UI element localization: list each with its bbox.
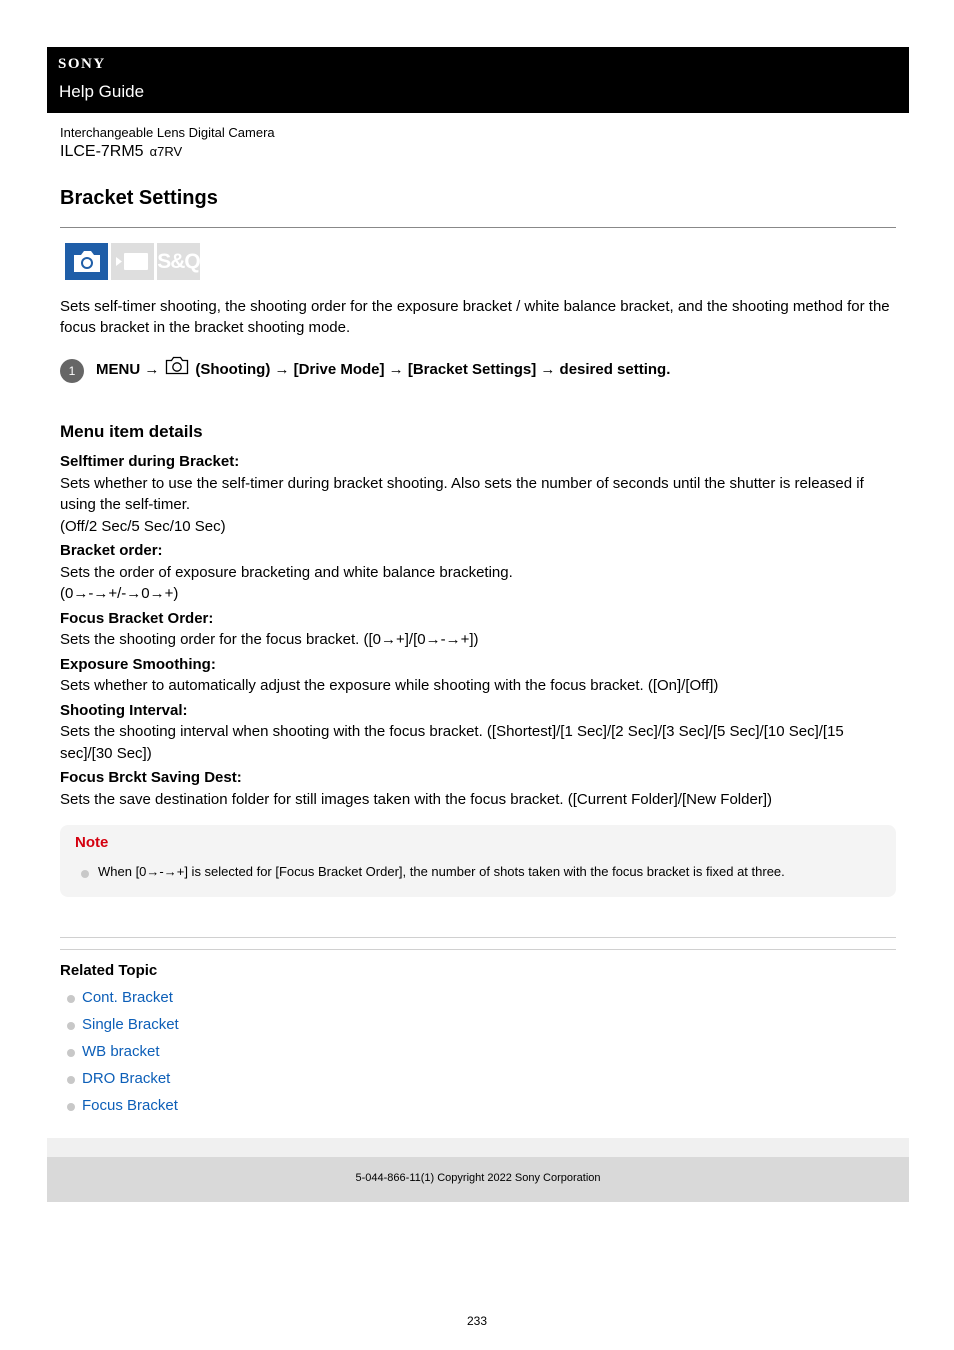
list-item <box>67 1041 179 1068</box>
item-description: Sets whether to use the self-timer during bracket shooting. Also sets the number of seconds until the shutter is released if using the self-timer. <box>60 474 864 513</box>
related-topic-list <box>67 987 179 1122</box>
item-description: Sets the shooting interval when shooting with the focus bracket. ([Shortest]/[1 Sec]/[2 Sec]/[3 Sec]/[5 Sec]/[10 Sec]/[15 sec]/[30 Sec]) <box>60 723 844 762</box>
step-number: 1 <box>60 359 84 383</box>
bullet-icon <box>67 1103 75 1111</box>
note-text: When [0→-→+] is selected for [Focus Bracket Order], the number of shots taken with the focus bracket is fixed at three. <box>98 864 785 879</box>
item-label: Shooting Interval: <box>60 701 188 719</box>
menu-item-details-title: Menu item details <box>60 422 203 441</box>
item-description: Sets the save destination folder for still images taken with the focus bracket. ([Current Folder]/[New Folder]) <box>60 790 772 808</box>
sq-mode-icon: S&Q <box>157 243 200 280</box>
model-name <box>60 143 182 161</box>
item-description: Sets whether to automatically adjust the exposure while shooting with the focus bracket. ([On]/[Off]) <box>60 677 719 694</box>
bullet-icon <box>67 995 75 1003</box>
bullet-icon <box>67 1049 75 1057</box>
item-label: Selftimer during Bracket: <box>60 453 240 470</box>
help-guide-title: Help Guide <box>59 82 145 101</box>
step-menu: MENU → <box>96 360 160 378</box>
camera-icon <box>65 243 108 280</box>
section-divider <box>60 937 896 938</box>
item-description: Sets the order of exposure bracketing and white balance bracketing. <box>60 563 513 581</box>
model-number: ILCE-7RM5 <box>60 143 144 160</box>
related-link-dro-bracket[interactable]: DRO Bracket <box>82 1070 171 1087</box>
item-label: Bracket order: <box>60 542 163 559</box>
bullet-icon <box>81 870 89 878</box>
related-link-cont-bracket[interactable]: Cont. Bracket <box>82 989 173 1006</box>
page-title: Bracket Settings <box>60 187 218 209</box>
bullet-icon <box>67 1022 75 1030</box>
sony-logo: SONY <box>58 56 106 72</box>
related-topic-title: Related Topic <box>60 962 158 979</box>
header-bar <box>47 47 909 113</box>
list-item <box>67 1095 179 1122</box>
item-values: (Off/2 Sec/5 Sec/10 Sec) <box>60 517 226 535</box>
item-label: Exposure Smoothing: <box>60 655 216 673</box>
footer <box>47 1157 909 1202</box>
model-alias: α7RV <box>149 144 183 159</box>
menu-item-details <box>60 451 896 810</box>
step-instruction <box>96 359 670 381</box>
copyright: 5-044-866-11(1) Copyright 2022 Sony Corporation <box>355 1172 601 1184</box>
item-description: Sets the shooting order for the focus bracket. ([0→+]/[0→-→+]) <box>60 631 479 648</box>
title-divider <box>60 227 896 228</box>
movie-icon <box>111 243 154 280</box>
note-title: Note <box>75 834 109 851</box>
item-values: (0→-→+/-→0→+) <box>60 585 179 602</box>
item-label: Focus Bracket Order: <box>60 609 214 627</box>
intro-text: Sets self-timer shooting, the shooting order for the exposure bracket / white balance bracket, and the shooting method for the focus bracket in the bracket shooting mode. <box>60 298 890 336</box>
shooting-camera-icon <box>165 355 189 381</box>
footer-spacer <box>47 1138 909 1157</box>
related-link-wb-bracket[interactable]: WB bracket <box>82 1043 160 1060</box>
item-label: Focus Brckt Saving Dest: <box>60 769 242 786</box>
related-link-focus-bracket[interactable]: Focus Bracket <box>82 1097 178 1114</box>
product-type: Interchangeable Lens Digital Camera <box>60 125 275 140</box>
related-link-single-bracket[interactable]: Single Bracket <box>82 1016 179 1033</box>
section-divider <box>60 949 896 950</box>
list-item <box>67 1014 179 1041</box>
list-item <box>67 1068 179 1095</box>
bullet-icon <box>67 1076 75 1084</box>
step-path: (Shooting) → [Drive Mode] → [Bracket Settings] → desired setting. <box>195 360 671 378</box>
page-number: 233 <box>466 1314 488 1328</box>
list-item <box>67 987 179 1014</box>
note-box <box>60 825 896 897</box>
